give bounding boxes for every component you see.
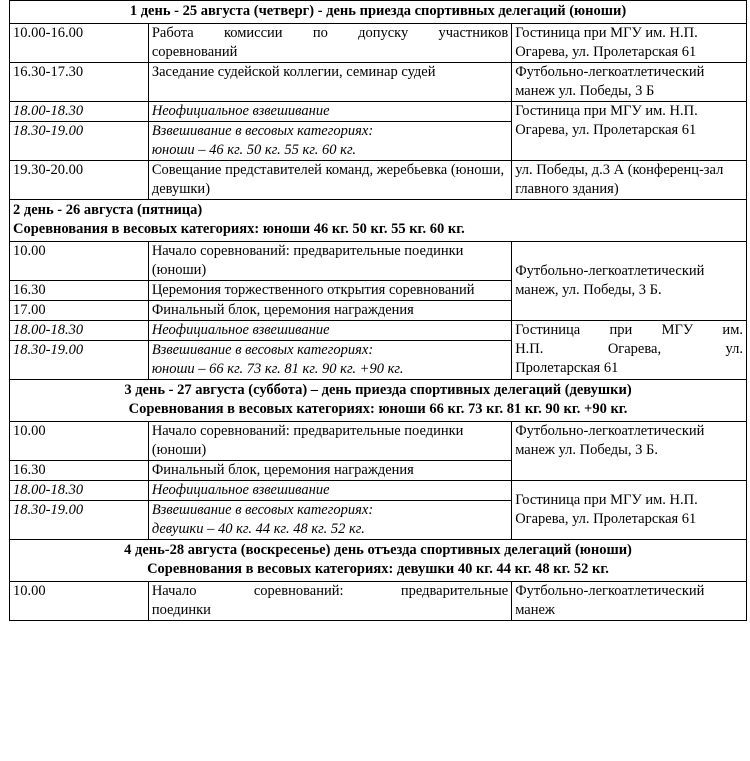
event-line: поединки: [151, 602, 211, 618]
table-row: [10, 582, 747, 621]
event-cell: Финальный блок, церемония награждения: [148, 301, 511, 321]
event-line: Работа комиссии по допуску участников: [151, 25, 509, 41]
time-cell: 10.00: [10, 242, 149, 281]
event-line: соревнований: [151, 44, 238, 60]
time-cell: 18.30-19.00: [10, 501, 149, 540]
event-cell: Совещание представителей команд, жеребьевка (юноши, девушки): [148, 161, 511, 200]
event-cell: Начало соревнований: предварительные поединки (юноши): [148, 422, 511, 461]
table-row: [10, 481, 747, 501]
event-cell: Неофициальное взвешивание: [148, 321, 511, 341]
event-line: девушки – 40 кг. 44 кг. 48 кг. 52 кг.: [151, 521, 365, 537]
time-cell: 16.30-17.30: [10, 63, 149, 102]
event-cell: [148, 24, 511, 63]
day1-header-row: [10, 1, 747, 24]
place-cell: [512, 321, 747, 380]
event-cell: [148, 122, 511, 161]
event-cell: [148, 501, 511, 540]
time-cell: 16.30: [10, 461, 149, 481]
day4-header-title: 4 день-28 августа (воскресенье) день отъезда спортивных делегаций (юноши): [124, 542, 632, 558]
time-cell: 16.30: [10, 281, 149, 301]
time-cell: 10.00: [10, 582, 149, 621]
table-row: [10, 102, 747, 122]
day3-header-title: 3 день - 27 августа (суббота) – день приезда спортивных делегаций (девушки): [124, 382, 632, 398]
event-cell: [148, 341, 511, 380]
place-cell: Гостиница при МГУ им. Н.П. Огарева, ул. Пролетарская 61: [512, 481, 747, 540]
place-cell: Футбольно-легкоатлетический манеж ул. Победы, 3 Б: [512, 63, 747, 102]
event-cell: [148, 582, 511, 621]
place-cell: Футбольно-легкоатлетический манеж ул. Победы, 3 Б.: [512, 422, 747, 481]
event-cell: Неофициальное взвешивание: [148, 102, 511, 122]
day4-header-subtitle: Соревнования в весовых категориях: девушки 40 кг. 44 кг. 48 кг. 52 кг.: [147, 561, 609, 577]
event-line: юноши – 46 кг. 50 кг. 55 кг. 60 кг.: [151, 142, 357, 158]
event-cell: Заседание судейской коллегии, семинар судей: [148, 63, 511, 102]
schedule-table: [9, 0, 747, 621]
event-line: Взвешивание в весовых категориях:: [151, 342, 374, 358]
table-row: [10, 422, 747, 461]
table-row: [10, 161, 747, 200]
day2-header-title: 2 день - 26 августа (пятница): [13, 202, 203, 218]
place-cell: Футбольно-легкоатлетический манеж: [512, 582, 747, 621]
event-cell: Церемония торжественного открытия соревнований: [148, 281, 511, 301]
day4-header-row: [10, 540, 747, 582]
place-line: Пролетарская 61: [515, 360, 619, 376]
day3-header-subtitle: Соревнования в весовых категориях: юноши 66 кг. 73 кг. 81 кг. 90 кг. +90 кг.: [128, 401, 628, 417]
event-cell: Неофициальное взвешивание: [148, 481, 511, 501]
event-cell: Начало соревнований: предварительные поединки (юноши): [148, 242, 511, 281]
day2-header-row: [10, 200, 747, 242]
time-cell: 18.30-19.00: [10, 122, 149, 161]
time-cell: 18.00-18.30: [10, 481, 149, 501]
time-cell: 18.30-19.00: [10, 341, 149, 380]
place-line: Гостиница при МГУ им.: [515, 322, 743, 338]
place-cell: Гостиница при МГУ им. Н.П. Огарева, ул. Пролетарская 61: [512, 102, 747, 161]
table-row: [10, 24, 747, 63]
place-cell: Гостиница при МГУ им. Н.П. Огарева, ул. Пролетарская 61: [512, 24, 747, 63]
event-line: Начало соревнований: предварительные: [151, 583, 509, 599]
place-line: Н.П. Огарева, ул.: [515, 341, 743, 357]
event-cell: Финальный блок, церемония награждения: [148, 461, 511, 481]
day2-header: [10, 200, 747, 242]
event-line: Взвешивание в весовых категориях:: [151, 502, 374, 518]
time-cell: 19.30-20.00: [10, 161, 149, 200]
time-cell: 17.00: [10, 301, 149, 321]
day1-header: 1 день - 25 августа (четверг) - день приезда спортивных делегаций (юноши): [10, 1, 747, 24]
day3-header-row: [10, 380, 747, 422]
event-line: Взвешивание в весовых категориях:: [151, 123, 374, 139]
day2-header-subtitle: Соревнования в весовых категориях: юноши 46 кг. 50 кг. 55 кг. 60 кг.: [13, 221, 465, 237]
table-row: [10, 242, 747, 281]
time-cell: 18.00-18.30: [10, 102, 149, 122]
day4-header: [10, 540, 747, 582]
time-cell: 10.00: [10, 422, 149, 461]
place-cell: ул. Победы, д.3 А (конференц-зал главного здания): [512, 161, 747, 200]
time-cell: 10.00-16.00: [10, 24, 149, 63]
day3-header: [10, 380, 747, 422]
place-cell: Футбольно-легкоатлетический манеж, ул. Победы, 3 Б.: [512, 242, 747, 321]
table-row: [10, 321, 747, 341]
event-line: юноши – 66 кг. 73 кг. 81 кг. 90 кг. +90 кг.: [151, 361, 404, 377]
time-cell: 18.00-18.30: [10, 321, 149, 341]
table-row: [10, 63, 747, 102]
